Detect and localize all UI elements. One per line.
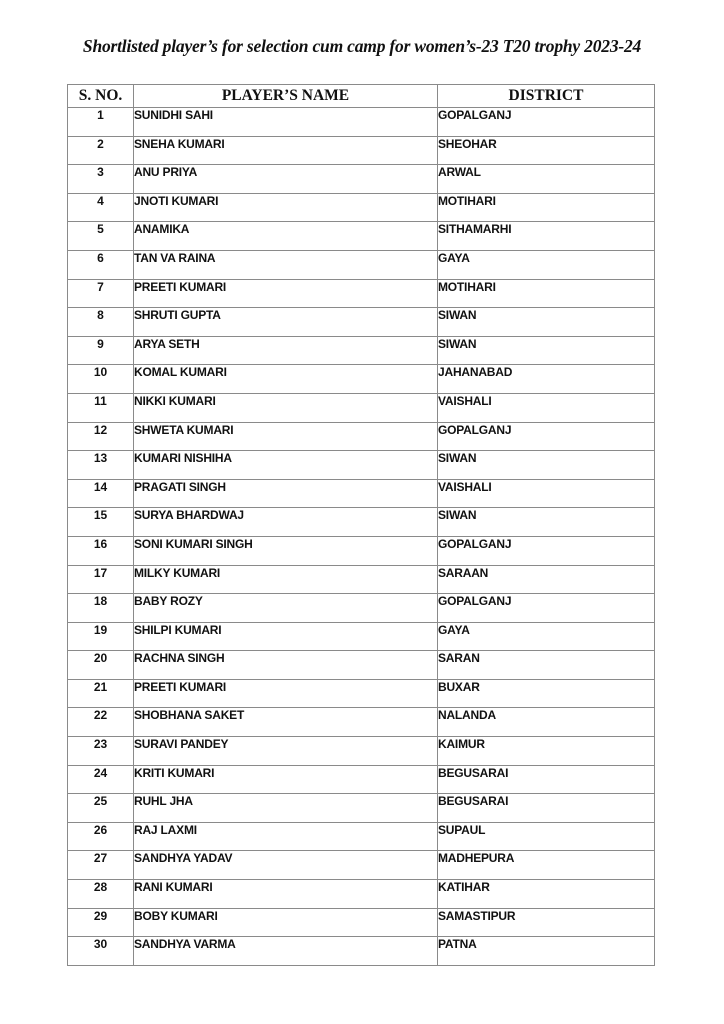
cell-sno: 26 (68, 822, 134, 851)
cell-sno: 25 (68, 794, 134, 823)
cell-district: VAISHALI (438, 479, 655, 508)
table-row (68, 165, 655, 194)
cell-player-name: SHWETA KUMARI (134, 422, 438, 451)
cell-player-name: RACHNA SINGH (134, 651, 438, 680)
cell-player-name: ANU PRIYA (134, 165, 438, 194)
table-row (68, 193, 655, 222)
cell-sno: 29 (68, 908, 134, 937)
cell-district: MOTIHARI (438, 193, 655, 222)
cell-sno: 5 (68, 222, 134, 251)
cell-sno: 22 (68, 708, 134, 737)
table-row (68, 479, 655, 508)
cell-sno: 19 (68, 622, 134, 651)
cell-player-name: RANI KUMARI (134, 880, 438, 909)
cell-district: SIWAN (438, 508, 655, 537)
cell-player-name: BOBY KUMARI (134, 908, 438, 937)
cell-district: SARAAN (438, 565, 655, 594)
cell-district: GOPALGANJ (438, 536, 655, 565)
cell-district: MADHEPURA (438, 851, 655, 880)
cell-district: GAYA (438, 622, 655, 651)
table-row (68, 365, 655, 394)
cell-district: SUPAUL (438, 822, 655, 851)
table-row (68, 250, 655, 279)
cell-district: MOTIHARI (438, 279, 655, 308)
cell-sno: 1 (68, 108, 134, 137)
cell-district: SAMASTIPUR (438, 908, 655, 937)
cell-player-name: SHOBHANA SAKET (134, 708, 438, 737)
cell-district: NALANDA (438, 708, 655, 737)
cell-player-name: SHRUTI GUPTA (134, 308, 438, 337)
header-district: DISTRICT (438, 85, 655, 108)
cell-district: JAHANABAD (438, 365, 655, 394)
cell-district: SIWAN (438, 308, 655, 337)
table-row (68, 880, 655, 909)
cell-player-name: SANDHYA VARMA (134, 937, 438, 966)
cell-player-name: KOMAL KUMARI (134, 365, 438, 394)
cell-player-name: ANAMIKA (134, 222, 438, 251)
cell-player-name: PREETI KUMARI (134, 679, 438, 708)
cell-player-name: SHILPI KUMARI (134, 622, 438, 651)
cell-player-name: BABY ROZY (134, 594, 438, 623)
header-player-name: PLAYER’S NAME (134, 85, 438, 108)
cell-district: BUXAR (438, 679, 655, 708)
cell-sno: 4 (68, 193, 134, 222)
table-row (68, 937, 655, 966)
table-body (68, 108, 655, 966)
cell-sno: 17 (68, 565, 134, 594)
cell-district: GOPALGANJ (438, 108, 655, 137)
cell-district: SARAN (438, 651, 655, 680)
cell-sno: 24 (68, 765, 134, 794)
cell-sno: 6 (68, 250, 134, 279)
shortlist-table (67, 84, 655, 966)
cell-player-name: RAJ LAXMI (134, 822, 438, 851)
cell-sno: 27 (68, 851, 134, 880)
cell-district: KAIMUR (438, 737, 655, 766)
table-row (68, 136, 655, 165)
cell-sno: 8 (68, 308, 134, 337)
cell-sno: 15 (68, 508, 134, 537)
cell-sno: 16 (68, 536, 134, 565)
table-row (68, 108, 655, 137)
cell-player-name: TAN VA RAINA (134, 250, 438, 279)
cell-player-name: KRITI KUMARI (134, 765, 438, 794)
cell-player-name: PREETI KUMARI (134, 279, 438, 308)
cell-sno: 3 (68, 165, 134, 194)
cell-player-name: SURYA BHARDWAJ (134, 508, 438, 537)
table-row (68, 536, 655, 565)
table-row (68, 794, 655, 823)
cell-sno: 28 (68, 880, 134, 909)
cell-district: GAYA (438, 250, 655, 279)
cell-district: GOPALGANJ (438, 594, 655, 623)
cell-sno: 10 (68, 365, 134, 394)
cell-district: VAISHALI (438, 393, 655, 422)
table-row (68, 679, 655, 708)
cell-sno: 9 (68, 336, 134, 365)
table-row (68, 279, 655, 308)
cell-player-name: SNEHA KUMARI (134, 136, 438, 165)
cell-district: ARWAL (438, 165, 655, 194)
cell-player-name: MILKY KUMARI (134, 565, 438, 594)
cell-sno: 30 (68, 937, 134, 966)
cell-sno: 2 (68, 136, 134, 165)
cell-sno: 12 (68, 422, 134, 451)
table-row (68, 336, 655, 365)
cell-player-name: SURAVI PANDEY (134, 737, 438, 766)
table-row (68, 222, 655, 251)
document-title: Shortlisted player’s for selection cum camp for women’s-23 T20 trophy 2023-24 (82, 36, 642, 56)
cell-district: SIWAN (438, 336, 655, 365)
table-row (68, 594, 655, 623)
table-row (68, 422, 655, 451)
cell-district: BEGUSARAI (438, 765, 655, 794)
cell-district: GOPALGANJ (438, 422, 655, 451)
cell-sno: 13 (68, 451, 134, 480)
cell-player-name: PRAGATI SINGH (134, 479, 438, 508)
table-row (68, 622, 655, 651)
cell-district: SITHAMARHI (438, 222, 655, 251)
cell-district: KATIHAR (438, 880, 655, 909)
cell-sno: 14 (68, 479, 134, 508)
table-row (68, 851, 655, 880)
table-row (68, 451, 655, 480)
cell-sno: 20 (68, 651, 134, 680)
cell-player-name: KUMARI NISHIHA (134, 451, 438, 480)
cell-player-name: SANDHYA YADAV (134, 851, 438, 880)
cell-sno: 23 (68, 737, 134, 766)
cell-district: PATNA (438, 937, 655, 966)
table-row (68, 508, 655, 537)
cell-player-name: JNOTI KUMARI (134, 193, 438, 222)
cell-district: SIWAN (438, 451, 655, 480)
table-row (68, 765, 655, 794)
table-row (68, 565, 655, 594)
cell-district: BEGUSARAI (438, 794, 655, 823)
cell-district: SHEOHAR (438, 136, 655, 165)
header-sno: S. NO. (68, 85, 134, 108)
table-row (68, 393, 655, 422)
cell-sno: 18 (68, 594, 134, 623)
cell-player-name: SONI KUMARI SINGH (134, 536, 438, 565)
cell-player-name: SUNIDHI SAHI (134, 108, 438, 137)
cell-player-name: NIKKI KUMARI (134, 393, 438, 422)
table-row (68, 651, 655, 680)
table-row (68, 822, 655, 851)
cell-player-name: RUHL JHA (134, 794, 438, 823)
cell-sno: 11 (68, 393, 134, 422)
cell-sno: 21 (68, 679, 134, 708)
table-row (68, 908, 655, 937)
table-row (68, 737, 655, 766)
cell-sno: 7 (68, 279, 134, 308)
table-header-row (68, 85, 655, 108)
cell-player-name: ARYA SETH (134, 336, 438, 365)
table-row (68, 308, 655, 337)
table-row (68, 708, 655, 737)
